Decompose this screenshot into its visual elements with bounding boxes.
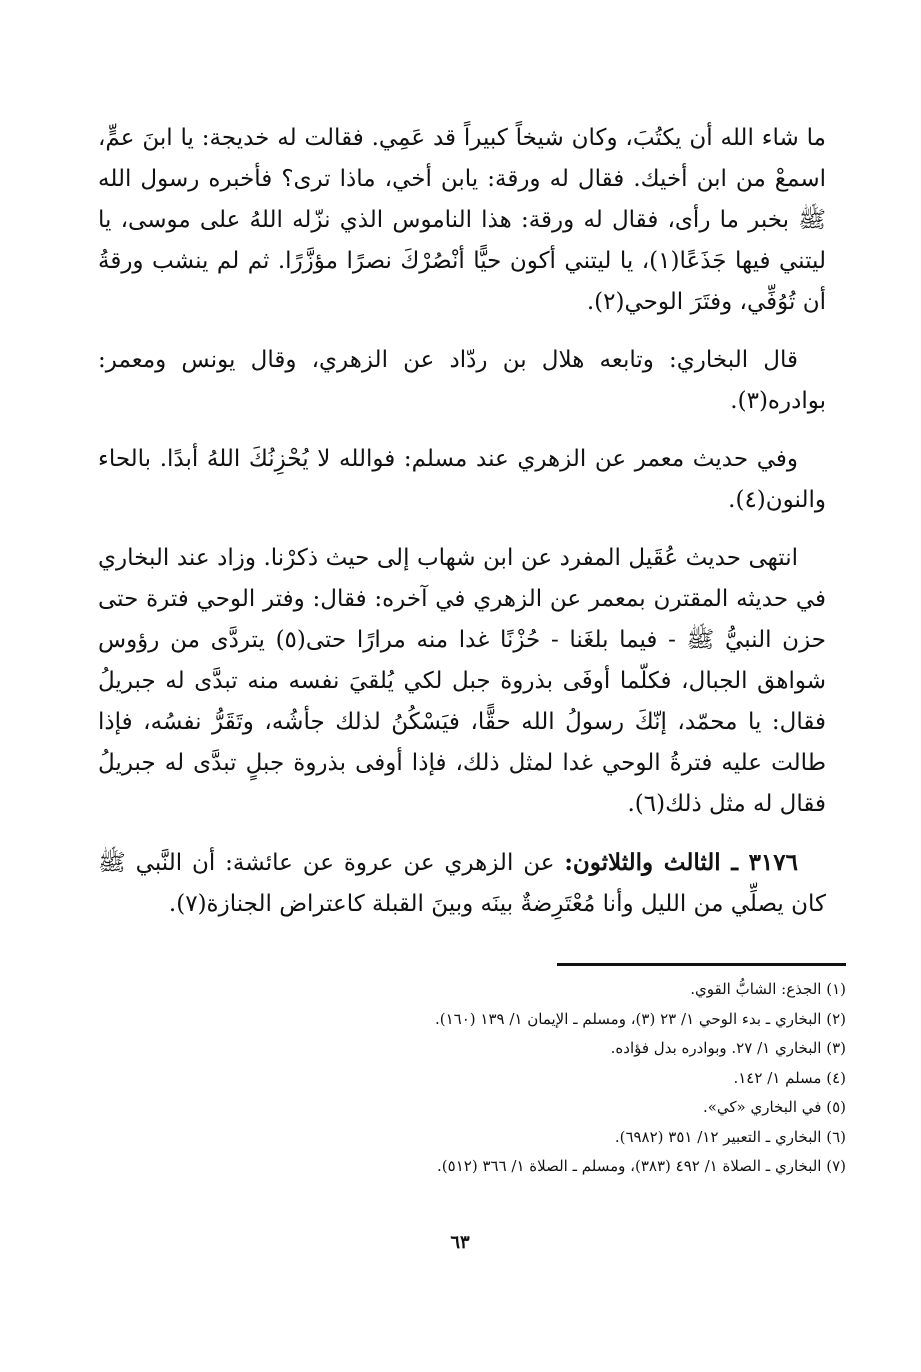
footnote-4: (٤) مسلم ١/ ١٤٢. — [733, 1068, 846, 1087]
footnote-5: (٥) في البخاري «كي». — [702, 1098, 846, 1116]
footnote-7: (٧) البخاري ـ الصلاة ١/ ٤٩٢ (٣٨٣)، ومسلم ـ الصلاة ١/ ٣٦٦ (٥١٢). — [437, 1157, 846, 1175]
footnote-6: (٦) البخاري ـ التعبير ١٢/ ٣٥١ (٦٩٨٢). — [614, 1127, 846, 1146]
footnote-separator — [557, 963, 846, 966]
paragraph-1: ما شاء الله أن يكتُبَ، وكان شيخاً كبيراً قد عَمِي. فقالت له خديجة: يا ابنَ عمٍّ، اسمعْ من ابن أخيك. فقال له ورقة: يابن أخي، ماذا ترى؟ فأخبره رسول الله ﷺ بخبر ما رأى، فقال له ورقة: هذا الناموس الذي نزّله اللهُ على موسى، يا ليتني فيها جَذَعًا(١)، يا ليتني أكون حيًّا أنْصُرْكَ نصرًا مؤزَّرًا. ثم لم ينشب ورقةُ أن تُوُفِّي، وفتَرَ الوحي(٢). — [98, 125, 826, 315]
footnote-2: (٢) البخاري ـ بدء الوحي ١/ ٢٣ (٣)، ومسلم ـ الإيمان ١/ ١٣٩ (١٦٠). — [435, 1009, 846, 1028]
paragraph-4: انتهى حديث عُقَيل المفرد عن ابن شهاب إلى حيث ذكرْنا. وزاد عند البخاري في حديثه المقترن بمعمر عن الزهري في آخره: فقال: وفتر الوحي فترة حتى حزن النبيُّ ﷺ - فيما بلغَنا - حُزْنًا غدا منه مرارًا حتى(٥) يتردَّى من رؤوس شواهق الجبال، فكلّما أوفَى بذروة جبل لكي يُلقيَ نفسه منه تبدَّى له جبريلُ فقال: يا محمّد، إنّكَ رسولُ الله حقًّا، فيَسْكُنُ لذلك جأشُه، وتَقَرُّ نفسُه، فإذا طالت عليه فترةُ الوحي غدا لمثل ذلك، فإذا أوفى بذروة جبلٍ تبدَّى له جبريلُ فقال له مثل ذلك(٦). — [98, 545, 826, 817]
hadith-text: عن الزهري عن عروة عن عائشة: أن النَّبي ﷺ كان يصلِّي من الليل وأنا مُعْتَرِضةٌ بينَه وبينَ القبلة كاعتراض الجنازة(٧). — [98, 850, 826, 917]
paragraph-2: قال البخاري: وتابعه هلال بن ردّاد عن الزهري، وقال يونس ومعمر: بوادره(٣). — [98, 347, 826, 414]
footnote-3: (٣) البخاري ١/ ٢٧. وبوادره بدل فؤاده. — [610, 1039, 846, 1057]
footnote-1: (١) الجذع: الشابُّ القوي. — [690, 980, 846, 998]
footnotes — [330, 975, 846, 1182]
paragraph-3: وفي حديث معمر عن الزهري عند مسلم: فوالله لا يُحْزِنُكَ اللهُ أبدًا. بالحاء والنون(٤). — [98, 446, 826, 513]
main-text — [98, 118, 826, 942]
hadith-paragraph — [98, 842, 826, 925]
page-number: ٦٣ — [450, 1232, 470, 1253]
hadith-number: ٣١٧٦ ـ الثالث والثلاثون: — [564, 849, 798, 876]
